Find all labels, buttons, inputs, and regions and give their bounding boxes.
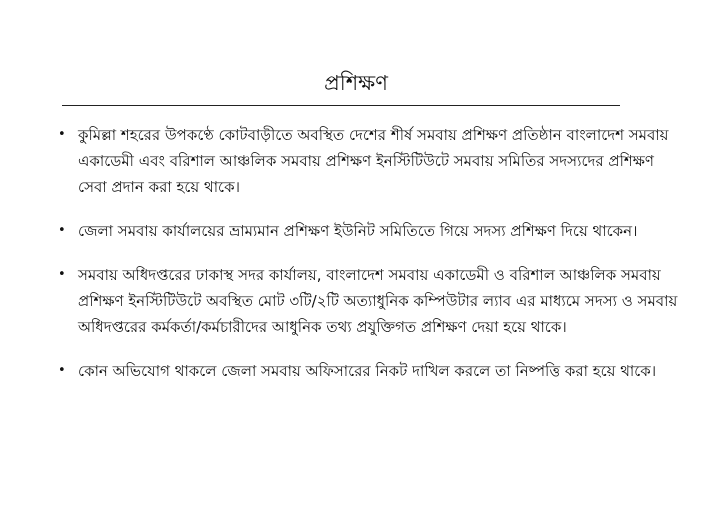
list-item [0, 358, 712, 384]
list-item-text: কোন অভিযোগ থাকলে জেলা সমবায় অফিসারের নিকট দাখিল করলে তা নিষ্পত্তি করা হয়ে থাকে। [78, 362, 657, 380]
list-item-text: জেলা সমবায় কার্যালয়ের ভ্রাম্যমান প্রশিক্ষণ ইউনিট সমিতিতে গিয়ে সদস্য প্রশিক্ষণ দিয়ে থাকেন। [78, 222, 638, 240]
bullet-icon: • [58, 363, 66, 378]
training-info-list [0, 122, 712, 402]
bullet-icon: • [58, 127, 66, 142]
list-item-text: কুমিল্লা শহরের উপকণ্ঠে কোটবাড়ীতে অবস্থিত দেশের শীর্ষ সমবায় প্রশিক্ষণ প্রতিষ্ঠান বাংলাদেশ সমবায় একাডেমী এবং বরিশাল আঞ্চলিক সমবায় প্রশিক্ষণ ইনস্টিটিউটে সমবায় সমিতির সদস্যদের প্রশিক্ষণ সেবা প্রদান করা হয়ে থাকে। [78, 126, 669, 196]
list-item-text: সমবায় অধিদপ্তরের ঢাকাস্থ সদর কার্যালয়, বাংলাদেশ সমবায় একাডেমী ও বরিশাল আঞ্চলিক সমবায় প্রশিক্ষণ ইনস্টিটিউটে অবস্থিত মোট ৩টি/২টি অত্যাধুনিক কম্পিউটার ল্যাব এর মাধ্যমে সদস্য ও সমবায় অধিদপ্তরের কর্মকর্তা/কর্মচারীদের আধুনিক তথ্য প্রযুক্তিগত প্রশিক্ষণ দেয়া হয়ে থাকে। [78, 266, 678, 336]
list-item [0, 218, 712, 244]
title-divider [62, 105, 620, 106]
bullet-icon: • [58, 223, 66, 238]
list-item [0, 122, 712, 200]
bullet-icon: • [58, 267, 66, 282]
list-item [0, 262, 712, 340]
page-title: প্রশিক্ষণ [324, 71, 388, 95]
